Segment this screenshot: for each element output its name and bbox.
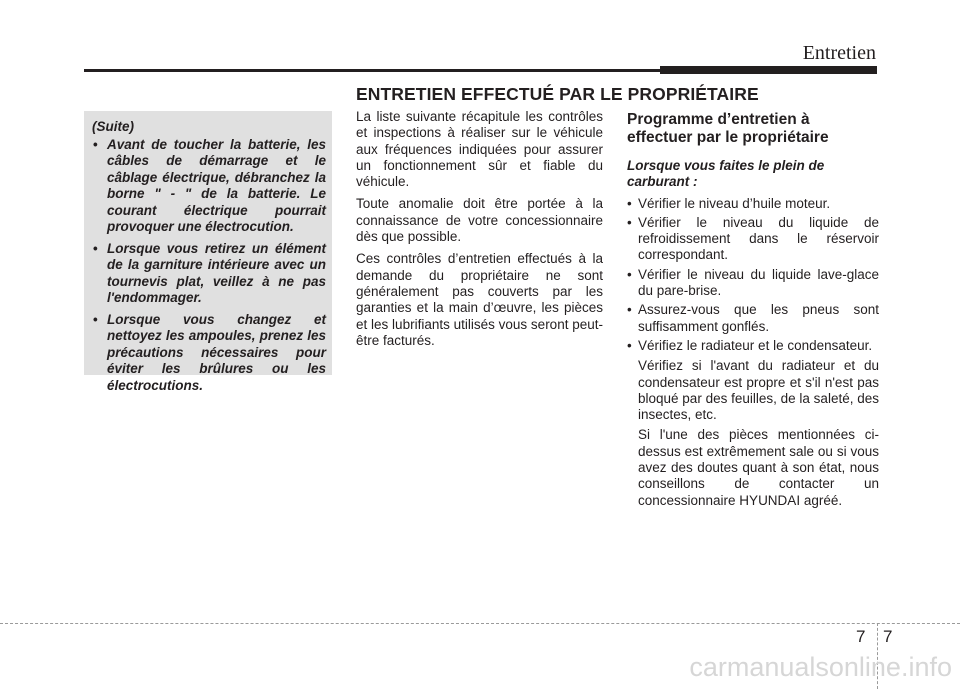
intro-paragraph: Ces contrôles d’entretien effectués à la demande du propriétaire ne sont généralement pas couverts par les garanties et la main d’œuvre, les pièces et les lubrifiants utilisés vous seront peut-être facturés. <box>356 251 603 348</box>
programme-item: • Assurez-vous que les pneus sont suffisamment gonflés. <box>627 302 879 335</box>
watermark: carmanualsonline.info <box>689 652 952 682</box>
intro-paragraph: Toute anomalie doit être portée à la connaissance de votre concessionnaire dès que possible. <box>356 196 603 245</box>
warning-item: • Lorsque vous changez et nettoyez les ampoules, prenez les précautions nécessaires pour éviter les brûlures ou les électrocutions. <box>92 312 326 395</box>
chapter-number: 7 <box>856 627 866 646</box>
programme-subheading: Lorsque vous faites le plein de carburant : <box>627 158 825 190</box>
programme-item-radiator <box>627 338 879 509</box>
programme-item: • Vérifier le niveau du liquide lave-glace du pare-brise. <box>627 267 879 300</box>
programme-item-label: Vérifiez le radiateur et le condensateur. <box>638 337 873 353</box>
warning-item: • Lorsque vous retirez un élément de la garniture intérieure avec un tournevis plat, veillez à ne pas l'endommager. <box>92 241 326 307</box>
section-title: ENTRETIEN EFFECTUÉ PAR LE PROPRIÉTAIRE <box>356 84 759 104</box>
programme-column <box>627 111 879 512</box>
warning-list <box>92 137 326 395</box>
programme-list <box>627 196 879 509</box>
header-title: Entretien <box>802 42 876 64</box>
header-rule-tab <box>660 66 877 74</box>
warning-suite-label: (Suite) <box>92 119 134 134</box>
warning-box <box>84 111 332 393</box>
page-number: 7 <box>883 627 893 646</box>
programme-note: Vérifiez si l'avant du radiateur et du condensateur est propre et s'il n'est pas bloqué par des feuilles, de la saleté, des insectes, etc. <box>638 358 879 423</box>
warning-item: • Avant de toucher la batterie, les câbles de démarrage et le câblage électrique, débranchez la borne " - " de la batterie. Le courant électrique pourrait provoquer une électrocution. <box>92 137 326 236</box>
programme-note: Si l'une des pièces mentionnées ci-dessus est extrêmement sale ou si vous avez des doutes quant à son état, nous conseillons de contacter un concessionnaire HYUNDAI agréé. <box>638 427 879 508</box>
programme-item: • Vérifier le niveau d’huile moteur. <box>627 196 879 212</box>
footer-rule <box>0 623 960 624</box>
intro-paragraph: La liste suivante récapitule les contrôles et inspections à réaliser sur le véhicule aux fréquences indiquées pour assurer un fonctionnement sûr et fiable du véhicule. <box>356 109 603 190</box>
programme-item: • Vérifier le niveau du liquide de refroidissement dans le réservoir correspondant. <box>627 215 879 264</box>
intro-column <box>356 109 603 355</box>
programme-heading: Programme d’entretien à effectuer par le propriétaire <box>627 111 829 146</box>
